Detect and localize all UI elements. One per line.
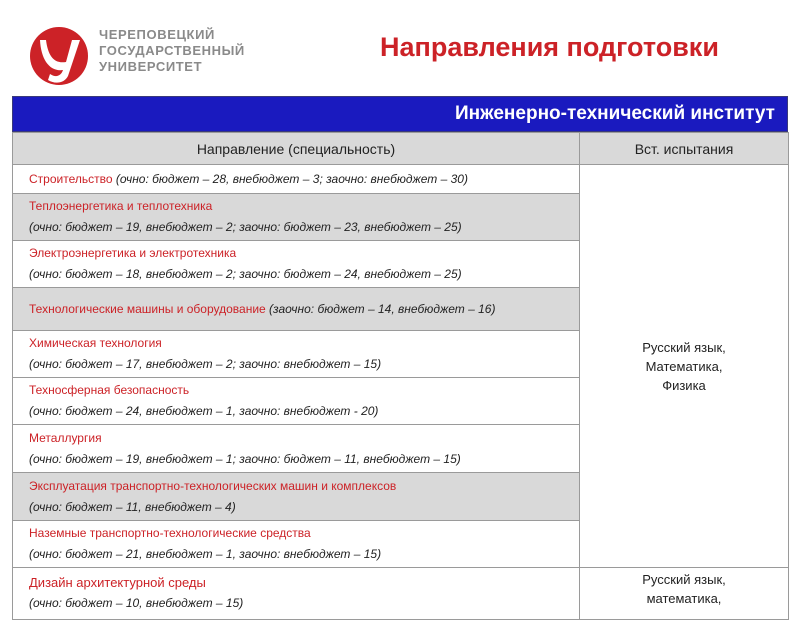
exam-item: Математика, [645, 358, 723, 374]
logo-line-3: УНИВЕРСИТЕТ [99, 59, 203, 74]
table-row [13, 165, 789, 194]
page-title: Направления подготовки [380, 32, 719, 62]
entrance-exams-cell [580, 165, 789, 568]
program-cell [13, 194, 580, 241]
exam-item: Русский язык, [642, 572, 726, 587]
program-name: Металлургия [29, 430, 102, 445]
university-logo-icon [28, 26, 90, 86]
program-cell [13, 241, 580, 288]
program-cell [13, 473, 580, 521]
program-cell [13, 288, 580, 331]
program-details: (заочно: бюджет – 14, внебюджет – 16) [265, 301, 496, 316]
program-details: (очно: бюджет – 18, внебюджет – 2; заочно: бюджет – 24, внебюджет – 25) [29, 267, 462, 281]
university-name [99, 27, 245, 75]
program-details: (очно: бюджет – 10, внебюджет – 15) [29, 596, 244, 610]
entrance-exams-cell [580, 568, 789, 620]
program-details: (очно: бюджет – 21, внебюджет – 1, заочно: внебюджет – 15) [29, 547, 382, 561]
column-header-direction: Направление (специальность) [13, 133, 580, 165]
logo-line-1: ЧЕРЕПОВЕЦКИЙ [99, 27, 215, 42]
table-row [13, 568, 789, 620]
program-name: Дизайн архитектурной среды [29, 575, 206, 590]
program-details: (очно: бюджет – 11, внебюджет – 4) [29, 499, 236, 514]
program-cell [13, 568, 580, 620]
programs-table [12, 96, 788, 620]
program-details: (очно: бюджет – 28, внебюджет – 3; заочно: внебюджет – 30) [112, 171, 468, 186]
program-name: Строительство [29, 171, 113, 186]
institute-banner: Инженерно-технический институт [12, 96, 788, 132]
program-name: Электроэнергетика и электротехника [29, 246, 237, 260]
exam-item: Физика [662, 377, 706, 393]
program-cell [13, 378, 580, 425]
program-name: Наземные транспортно-технологические средства [29, 526, 311, 540]
program-name: Теплоэнергетика и теплотехника [29, 199, 213, 213]
program-name: Технологические машины и оборудование [29, 301, 266, 316]
table-header-row [13, 133, 789, 165]
program-details: (очно: бюджет – 19, внебюджет – 1; заочно: бюджет – 11, внебюджет – 15) [29, 451, 461, 466]
column-header-exams: Вст. испытания [580, 133, 789, 165]
program-cell [13, 425, 580, 473]
program-cell [13, 331, 580, 378]
logo-line-2: ГОСУДАРСТВЕННЫЙ [99, 43, 245, 58]
program-name: Эксплуатация транспортно-технологических машин и комплексов [29, 478, 397, 493]
program-details: (очно: бюджет – 24, внебюджет – 1, заочно: внебюджет - 20) [29, 404, 379, 418]
program-details: (очно: бюджет – 19, внебюджет – 2; заочно: бюджет – 23, внебюджет – 25) [29, 220, 462, 234]
program-cell [13, 165, 580, 194]
program-cell [13, 521, 580, 568]
program-details: (очно: бюджет – 17, внебюджет – 2; заочно: внебюджет – 15) [29, 357, 382, 371]
program-name: Химическая технология [29, 336, 162, 350]
program-name: Техносферная безопасность [29, 383, 190, 397]
header [0, 0, 800, 92]
exam-item: Русский язык, [642, 339, 726, 355]
exam-item: математика, [646, 591, 722, 606]
